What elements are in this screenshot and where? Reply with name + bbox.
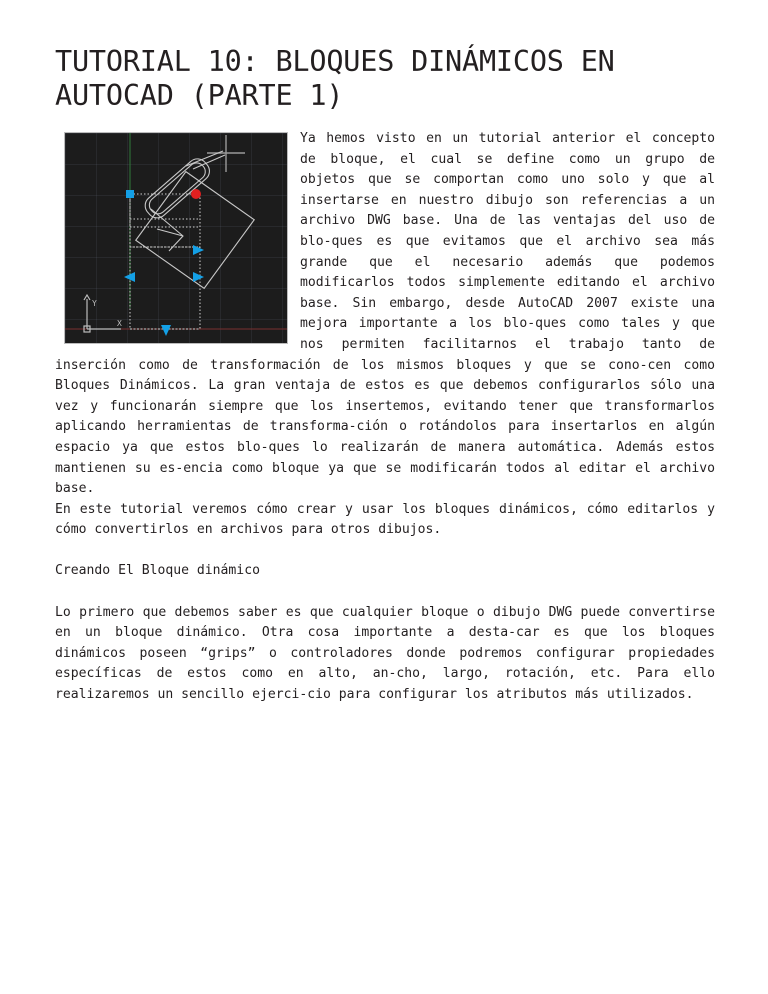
grip-rotation-point[interactable] bbox=[191, 189, 201, 199]
grip-arrow-right-lower[interactable] bbox=[193, 272, 204, 282]
ucs-x-label: X bbox=[117, 319, 122, 328]
grip-square-base[interactable] bbox=[126, 190, 134, 198]
grip-arrow-right-upper[interactable] bbox=[193, 245, 204, 255]
ucs-icon bbox=[84, 295, 121, 332]
section-heading-creando: Creando El Bloque dinámico bbox=[55, 563, 260, 579]
paragraph-overview: En este tutorial veremos cómo crear y usar los bloques dinámicos, cómo editarlos y cómo convertirlos en archivos para otros dibujos. bbox=[55, 501, 723, 538]
autocad-screenshot-figure bbox=[64, 132, 288, 344]
document-content bbox=[55, 45, 723, 706]
crosshair-cursor-icon bbox=[207, 135, 245, 172]
page-title: TUTORIAL 10: BLOQUES DINÁMICOS EN AUTOCAD (PARTE 1) bbox=[55, 45, 632, 112]
paragraph-intro: Ya hemos visto en un tutorial anterior el concepto de bloque, el cual se define como un grupo de objetos que se comportan como uno solo y que al insertarse en nuestro dibujo son referencias a un archivo DWG base. Una de las ventajas del uso de blo-ques es que evitamos que el archivo sea más grande que el necesario además que podemos modificarlos todos simplemente editando el archivo base. Sin embargo, desde AutoCAD 2007 existe una mejora importante a los blo-ques como tales y que nos permiten facilitarnos el trabajo tanto de inserción como de transformación de los mismos bloques y que se cono-cen como Bloques Dinámicos. La gran ventaja de estos es que debemos configurarlos sólo una vez y funcionarán siempre que los insertemos, evitando tener que transformarlos aplicando herramientas de transforma-ción o rotándolos para insertarlos en algún espacio ya que estos blo-ques lo realizarán de manera automática. Además estos mantienen su es-encia como bloque ya que se modificarán todos al editar el archivo base. bbox=[55, 131, 723, 497]
cad-drawing-svg bbox=[65, 133, 288, 344]
grip-arrow-down[interactable] bbox=[161, 325, 171, 336]
ucs-y-label: Y bbox=[92, 299, 97, 308]
paragraph-grips: Lo primero que debemos saber es que cualquier bloque o dibujo DWG puede convertirse en un bloque dinámico. Otra cosa importante a desta-car es que los bloques dinámicos poseen “grips” o controladores donde podremos configurar propiedades específicas de estos como en alto, an-cho, largo, rotación, etc. Para ello realizaremos un sencillo ejerci-cio para configurar los atributos más utilizados. bbox=[55, 604, 723, 703]
